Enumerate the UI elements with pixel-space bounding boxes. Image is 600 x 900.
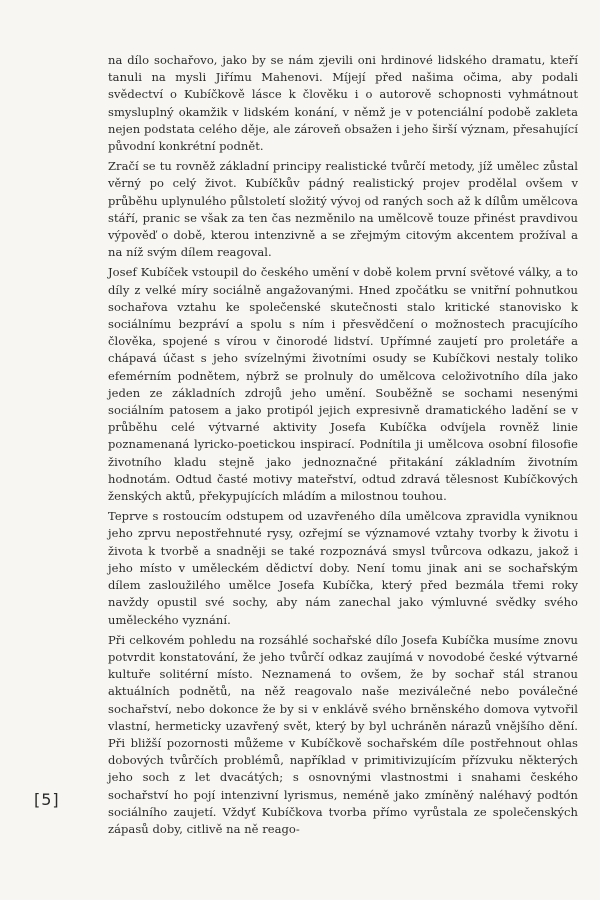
paragraph-1: na dílo sochařovo, jako by se nám zjevili oni hrdinové lidského dramatu, kteří tanuli na mysli Jiřímu Mahenovi. Míjejí před našima očima, aby podali svědectví o Kubíčkově lásce k člověku i o autorově schopnosti vyhmátnout smysluplný okamžik v lidském konání, v němž je v potenciální podobě zakleta nejen podstata celého děje, ale zároveň obsažen i jeho širší význam, přesahující původní konkrétní podnět. — [108, 53, 578, 154]
paragraph-4: Teprve s rostoucím odstupem od uzavřeného díla umělcova zpravidla vyniknou jeho zprvu nepostřehnuté rysy, ozřejmí se významové vztahy tvorby k životu i života k tvorbě a snadněji se také rozpoznává smysl tvůrcova odkazu, jakož i jeho místo v uměleckém dědictví doby. Není tomu jinak ani se sochařským dílem zasloužilého umělce Josefa Kubíčka, který před bezmála třemi roky navždy opustil své sochy, aby nám zanechal jako výmluvné svědky svého uměleckého vyznání. — [108, 509, 578, 627]
paragraph-3: Josef Kubíček vstoupil do českého umění v době kolem první světové války, a to díly z velké míry sociálně angažovanými. Hned zpočátku se vnitřní pohnutkou sochařova vztahu ke společenské skutečnosti stalo kritické stanovisko k sociálnímu bezpráví a spolu s ním i přesvědčení o možnostech pracujícího člověka, spojené s vírou v činorodé lidství. Upřímné zaujetí pro proletáře a chápavá účast s jeho svízelnými životními osudy se Kubíčkovi nestaly toliko efemérním podnětem, nýbrž se prolnuly do umělcova celoživotního díla jako jeden ze základních zdrojů jeho umění. Souběžně se sochami nesenými sociálním patosem a jako protipól jejich expresivně dramatického ladění se v průběhu celé výtvarné aktivity Josefa Kubíčka odvíjela rovněž linie poznamenaná lyricko-poetickou inspirací. Podnítila ji umělcova osobní filosofie životního kladu stejně jako jednoznačné přitakání základním životním hodnotám. Odtud časté motivy mateřství, odtud zdravá tělesnost Kubíčkových ženských aktů, překypujících mládím a milostnou touhou. — [108, 265, 578, 504]
paragraph-2: Zračí se tu rovněž základní principy realistické tvůrčí metody, jíž umělec zůstal věrný po celý život. Kubíčkův pádný realistický projev prodělal ovšem v průběhu uplynulého půlstoletí složitý vývoj od raných soch až k dílům umělcova stáří, pranic se však za ten čas nezměnilo na umělcově touze přinést pravdivou výpověď o době, kterou intenzivně a se zřejmým citovým akcentem prožíval a na níž svým dílem reagoval. — [108, 159, 578, 260]
paragraph-5: Při celkovém pohledu na rozsáhlé sochařské dílo Josefa Kubíčka musíme znovu potvrdit konstatování, že jeho tvůrčí odkaz zaujímá v novodobé české výtvarné kultuře solitérní místo. Neznamená to ovšem, že by sochař stál stranou aktuálních podnětů, na něž reagovalo naše meziválečné nebo poválečné sochařství, nebo dokonce že by si v enklávě svého brněnského domova vytvořil vlastní, hermeticky uzavřený svět, který by byl uchráněn nárazů vnějšího dění. Při bližší pozornosti můžeme v Kubíčkově sochařském díle postřehnout ohlas dobových tvůrčích problémů, například v primitivizujícím přízvuku některých jeho soch z let dvacátých; s osnovnými vlastnostmi i snahami českého sochařství ho pojí intenzivní lyrismus, neméně jako zmíněný naléhavý podtón sociálního zaujetí. Vždyť Kubíčkova tvorba přímo vyrůstala ze společenských zápasů doby, citlivě na ně reago- — [108, 632, 578, 836]
body-text — [108, 52, 578, 841]
page-number: [5] — [34, 790, 60, 809]
